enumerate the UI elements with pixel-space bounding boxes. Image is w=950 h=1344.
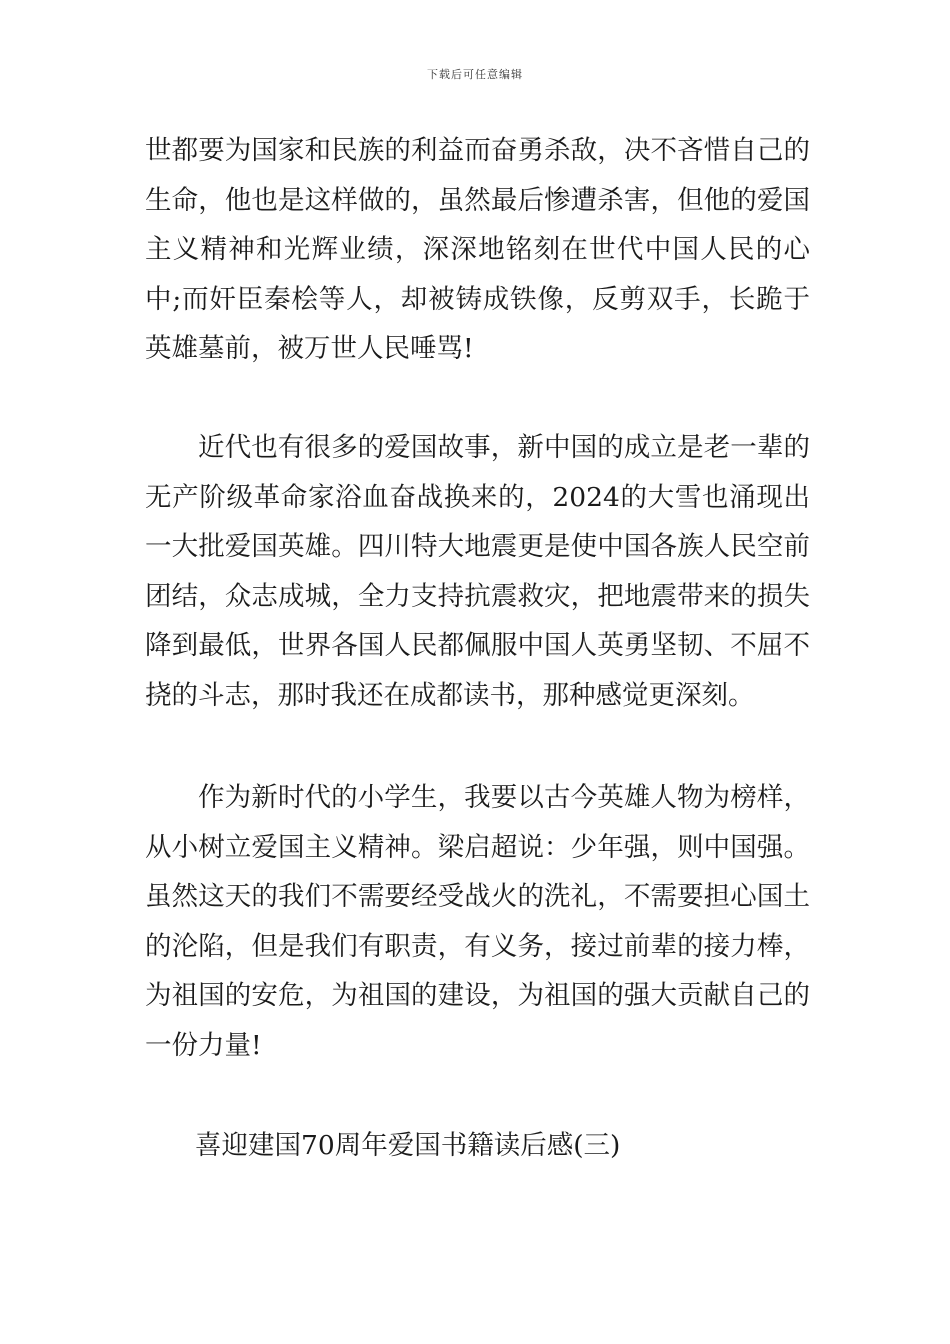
paragraph-2: 近代也有很多的爱国故事，新中国的成立是老一辈的无产阶级革命家浴血奋战换来的，2024的大雪也涌现出一大批爱国英雄。四川特大地震更是使中国各族人民空前团结，众志成城，全力支持抗震救灾，把地震带来的损失降到最低，世界各国人民都佩服中国人英勇坚韧、不屈不挠的斗志，那时我还在成都读书，那种感觉更深刻。 [145,432,810,711]
paragraph-3: 作为新时代的小学生，我要以古今英雄人物为榜样，从小树立爱国主义精神。梁启超说：少年强，则中国强。虽然这天的我们不需要经受战火的洗礼，不需要担心国土的沦陷，但是我们有职责，有义务，接过前辈的接力棒，为祖国的安危，为祖国的建设，为祖国的强大贡献自己的一份力量! [145,782,810,1061]
paragraph-1: 世都要为国家和民族的利益而奋勇杀敌，决不吝惜自己的生命，他也是这样做的，虽然最后惨遭杀害，但他的爱国主义精神和光辉业绩，深深地铭刻在世代中国人民的心中;而奸臣秦桧等人，却被铸成铁像，反剪双手，长跪于英雄墓前，被万世人民唾骂! [145,135,810,365]
section-title: 喜迎建国70周年爱国书籍读后感(三) [195,1130,621,1161]
header-note: 下载后可任意编辑 [427,68,523,81]
